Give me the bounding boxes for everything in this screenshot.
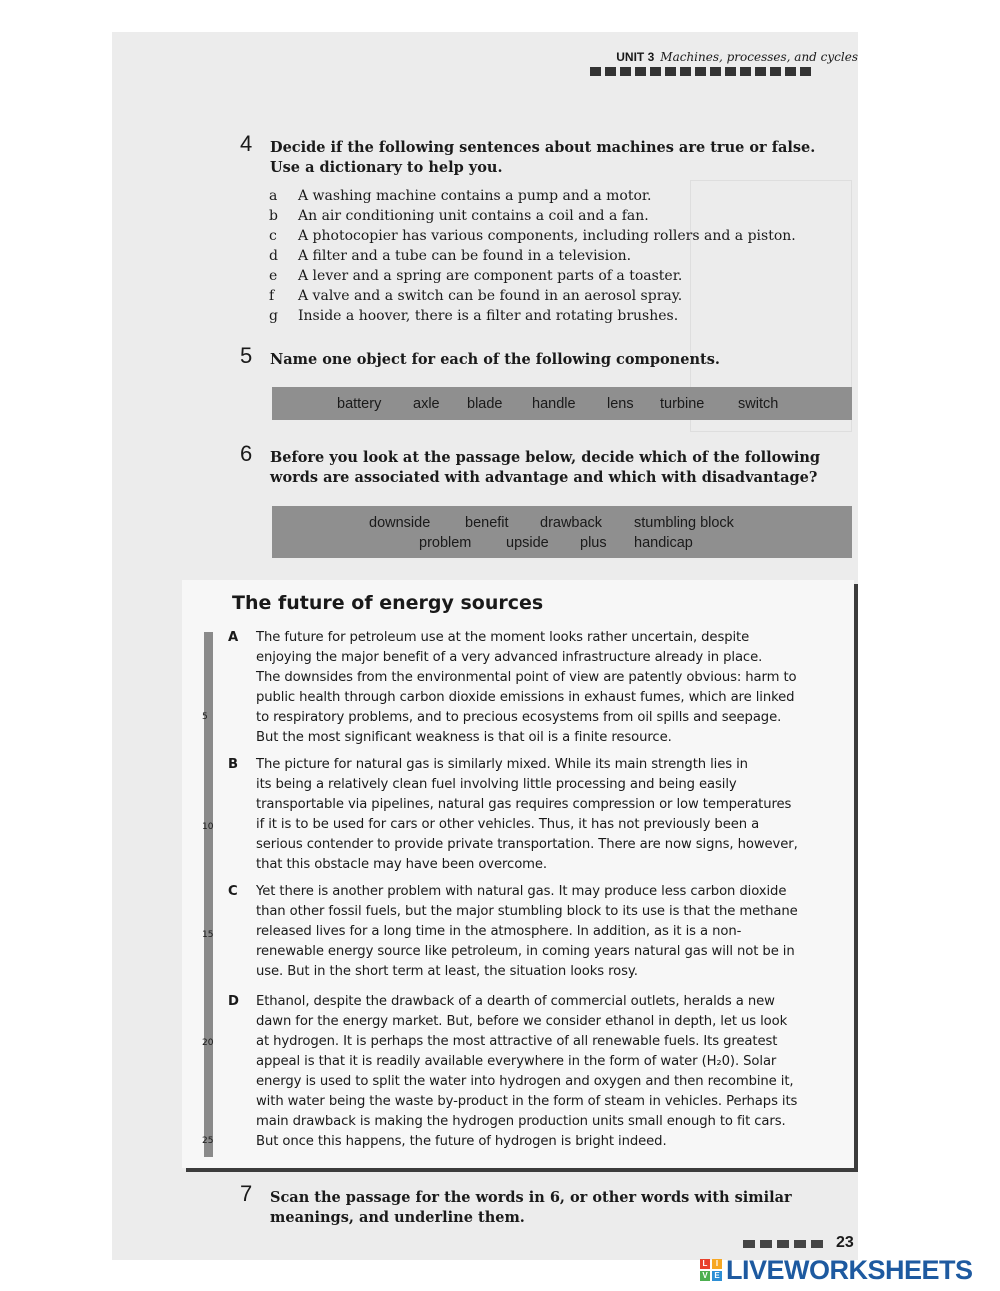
line-number: 5 (202, 712, 208, 722)
footer-dash-ornament (743, 1240, 823, 1248)
liveworksheets-logo[interactable] (700, 1256, 973, 1284)
word-chip: downside (369, 515, 431, 531)
q4-prompt: Decide if the following sentences about machines are true or false. Use a dictionary to help you. (270, 139, 816, 176)
word-chip: battery (337, 396, 382, 412)
q6-word-box (272, 506, 852, 558)
word-chip: handicap (634, 535, 693, 551)
q4-number: 4 (240, 131, 253, 156)
running-header (616, 50, 858, 64)
word-chip: benefit (465, 515, 509, 531)
word-chip: axle (413, 396, 440, 412)
word-chip: drawback (540, 515, 603, 531)
paragraph-d (228, 992, 854, 1152)
word-chip: stumbling block (634, 515, 734, 531)
paragraph-text: Yet there is another problem with natural gas. It may produce less carbon dioxide than other fossil fuels, but the major stumbling block to its use is that the methane released lives for a long time in the atmosphere. In addition, as it is a non- renewable energy source like petroleum, in coming years natural gas will not be in use. But in the short term at least, the situation looks rosy. (256, 884, 798, 979)
passage-box (182, 580, 854, 1168)
word-chip: handle (532, 396, 576, 412)
paragraph-label: D (228, 994, 239, 1009)
unit-title: Machines, processes, and cycles (660, 50, 858, 64)
word-chip: lens (607, 396, 634, 412)
q4-item: e A lever and a spring are component parts of a toaster. (269, 268, 683, 284)
q5-prompt: Name one object for each of the following components. (270, 351, 720, 368)
paragraph-a (228, 628, 854, 748)
q4-item: d A filter and a tube can be found in a television. (269, 248, 632, 264)
line-number: 20 (202, 1038, 214, 1048)
unit-label: UNIT 3 (616, 50, 655, 64)
paragraph-text: The future for petroleum use at the moment looks rather uncertain, despite enjoying the major benefit of a very advanced infrastructure already in place. The downsides from the environmental point of view are patently obvious: harm to public health through carbon dioxide emissions in exhaust fumes, which are linked to respiratory problems, and to precious ecosystems from oil spills and seepage. But the most significant weakness is that oil is a finite resource. (256, 630, 797, 745)
header-dash-ornament (590, 67, 811, 76)
word-chip: plus (580, 535, 607, 551)
page-number: 23 (836, 1234, 854, 1251)
word-chip: turbine (660, 396, 705, 412)
q6-number: 6 (240, 441, 253, 466)
line-number: 15 (202, 930, 214, 940)
q5-number: 5 (240, 343, 253, 368)
word-chip: blade (467, 396, 503, 412)
q7-prompt: Scan the passage for the words in 6, or other words with similar meanings, and underline them. (270, 1189, 792, 1226)
q4-item: g Inside a hoover, there is a filter and rotating brushes. (269, 308, 679, 324)
line-number-bar (204, 632, 213, 1157)
brand-name: LIVEWORKSHEETS (726, 1254, 973, 1285)
line-number: 25 (202, 1136, 214, 1146)
word-chip: upside (506, 535, 549, 551)
paragraph-text: Ethanol, despite the drawback of a dearth of commercial outlets, heralds a new dawn for the energy market. But, before we consider ethanol in depth, let us look at hydrogen. It is perhaps the most attractive of all renewable fuels. Its greatest appeal is that it is readily available everywhere in the form of water (H₂0). Solar energy is used to split the water into hydrogen and oxygen and then recombine it, with water being the waste by-product in the form of steam in vehicles. Perhaps its main drawback is making the hydrogen production units small enough to fit cars. But once this happens, the future of hydrogen is bright indeed. (256, 994, 798, 1149)
paragraph-label: A (228, 630, 239, 645)
paragraph-label: B (228, 757, 238, 772)
word-chip: switch (738, 396, 779, 412)
q6-prompt: Before you look at the passage below, decide which of the following words are associated with advantage and which with disadvantage? (270, 449, 821, 486)
q4-item: b An air conditioning unit contains a coil and a fan. (269, 208, 649, 224)
paragraph-c (228, 882, 854, 982)
q7-number: 7 (240, 1181, 253, 1206)
passage-title: The future of energy sources (232, 592, 544, 614)
paragraph-label: C (228, 884, 238, 899)
q4-item: c A photocopier has various components, including rollers and a piston. (269, 228, 796, 244)
paragraph-b (228, 755, 854, 875)
q5-word-box (272, 387, 852, 420)
q4-item: a A washing machine contains a pump and a motor. (269, 188, 652, 204)
q4-item: f A valve and a switch can be found in an aerosol spray. (269, 288, 683, 304)
paragraph-text: The picture for natural gas is similarly mixed. While its main strength lies in its being a relatively clean fuel involving little processing and being easily transportable via pipelines, natural gas requires compression or low temperatures if it is to be used for cars or other vehicles. Thus, it has not previously been a serious contender to provide private transportation. There are now signs, however, that this obstacle may have been overcome. (256, 757, 798, 872)
word-chip: problem (419, 535, 472, 551)
line-number: 10 (202, 822, 214, 832)
logo-grid-icon: L I V E (700, 1259, 722, 1281)
